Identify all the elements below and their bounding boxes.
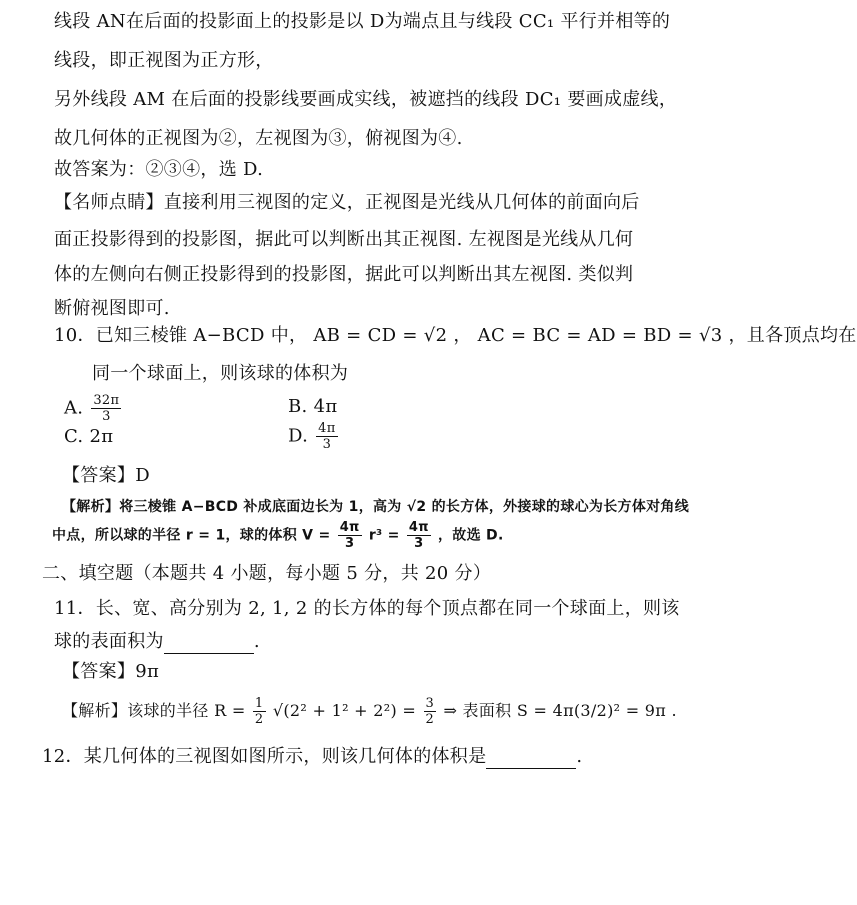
text-line: 线段 AN在后面的投影面上的投影是以 D为端点且与线段 CC₁ 平行并相等的 (54, 11, 671, 32)
text-line: 故答案为：②③④，选 D. (54, 159, 264, 180)
text-line: 线段，即正视图为正方形， (54, 50, 274, 71)
fraction: $\frac{4\pi}{3}$ (408, 520, 429, 551)
fraction: $\frac{1}{2}$ (254, 696, 264, 727)
answer-blank[interactable] (486, 750, 576, 769)
text-line: 故几何体的正视图为②，左视图为③，俯视图为④. (54, 128, 463, 149)
text-line: 另外线段 AM 在后面的投影线要画成实线，被遮挡的线段 DC₁ 要画成虚线， (54, 89, 678, 110)
option-b: B. 4π (288, 396, 338, 417)
option-a: A. $\frac{32\pi}{3}$ (64, 393, 120, 424)
fraction: $\frac{4\pi}{3}$ (318, 421, 336, 452)
question-10-stem: 同一个球面上，则该球的体积为 (92, 363, 349, 384)
analysis-line: 中点，所以球的半径 r = 1，球的体积 V = $\frac{4\pi}{3}$ r³ = $\frac{4\pi}{3}$ ，故选 D. (52, 520, 504, 551)
analysis-line: 【解析】将三棱锥 A−BCD 补成底面边长为 1，高为 √2 的长方体，外接球的球心为长方体对角线 (62, 499, 690, 515)
question-10-stem: 10．已知三棱锥 A−BCD 中， AB = CD = √2 ， AC = BC = AD = BD = √3 ，且各顶点均在 (54, 325, 857, 346)
option-d: D. $\frac{4\pi}{3}$ (288, 421, 336, 452)
fraction: $\frac{3}{2}$ (425, 696, 435, 727)
answer-blank[interactable] (164, 635, 254, 654)
fraction: $\frac{4\pi}{3}$ (339, 520, 360, 551)
text-line: 体的左侧向右侧正投影得到的投影图，据此可以判断出其左视图. 类似判 (54, 264, 634, 285)
text-line: 断俯视图即可. (54, 298, 170, 319)
answer-label: 【答案】9π (62, 661, 160, 682)
question-11-stem: 11．长、宽、高分别为 2, 1, 2 的长方体的每个顶点都在同一个球面上，则该 (54, 598, 680, 619)
answer-label: 【答案】D (62, 465, 150, 486)
option-c: C. 2π (64, 426, 114, 447)
section-heading: 二、填空题（本题共 4 小题，每小题 5 分，共 20 分） (42, 563, 492, 584)
tip-line: 【名师点睛】直接利用三视图的定义，正视图是光线从几何体的前面向后 (54, 192, 640, 213)
analysis-line: 【解析】该球的半径 R = $\frac{1}{2}$ √(2² + 1² + 2²) = $\frac{3}{2}$ ⇒ 表面积 S = 4π(3/2)² = 9π . (62, 696, 677, 727)
fraction: $\frac{32\pi}{3}$ (93, 393, 120, 424)
question-11-stem: 球的表面积为 . (54, 631, 260, 652)
text-line: 面正投影得到的投影图，据此可以判断出其正视图. 左视图是光线从几何 (54, 229, 634, 250)
question-12-stem: 12．某几何体的三视图如图所示，则该几何体的体积是 . (42, 746, 583, 767)
